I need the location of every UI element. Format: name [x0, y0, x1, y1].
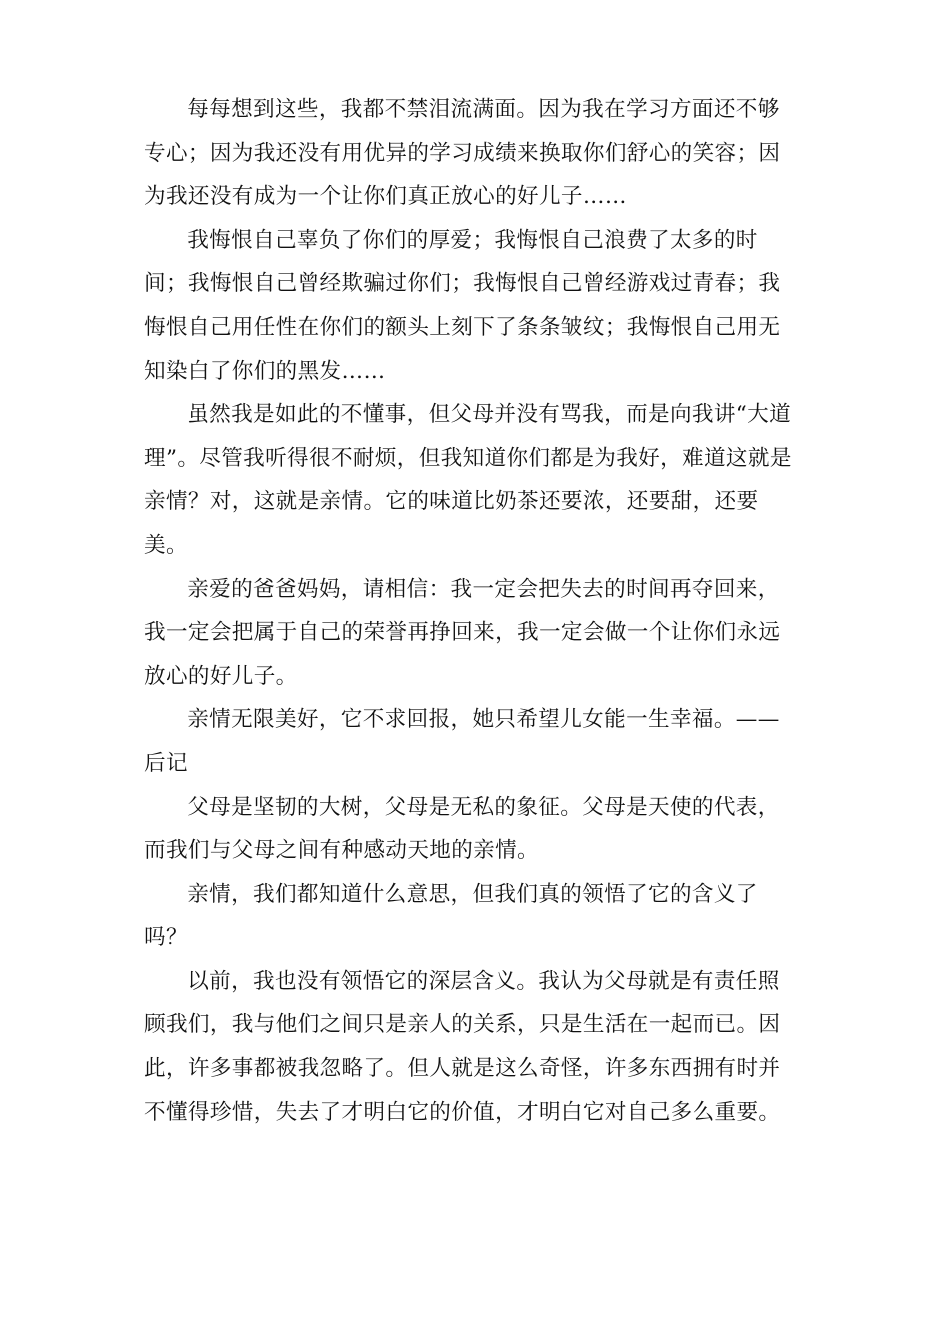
- document-body: [144, 88, 796, 1134]
- paragraph-8: 以前，我也没有领悟它的深层含义。我认为父母就是有责任照顾我们，我与他们之间只是亲人的关系，只是生活在一起而已。因此，许多事都被我忽略了。但人就是这么奇怪，许多东西拥有时并不懂得珍惜，失去了才明白它的价值，才明白它对自己多么重要。: [144, 968, 781, 1125]
- paragraph-7: 亲情，我们都知道什么意思，但我们真的领悟了它的含义了吗？: [144, 881, 758, 951]
- paragraph-3: 虽然我是如此的不懂事，但父母并没有骂我，而是向我讲“大道理”。尽管我听得很不耐烦，但我知道你们都是为我好，难道这就是亲情？对，这就是亲情。它的味道比奶茶还要浓，还要甜，还要美。: [144, 402, 792, 558]
- paragraph-4: 亲爱的爸爸妈妈，请相信：我一定会把失去的时间再夺回来，我一定会把属于自己的荣誉再挣回来，我一定会做一个让你们永远放心的好儿子。: [144, 576, 781, 689]
- paragraph-1: 每每想到这些，我都不禁泪流满面。因为我在学习方面还不够专心；因为我还没有用优异的学习成绩来换取你们舒心的笑容；因为我还没有成为一个让你们真正放心的好儿子……: [144, 97, 781, 210]
- paragraph-6: 父母是坚韧的大树，父母是无私的象征。父母是天使的代表，而我们与父母之间有种感动天地的亲情。: [144, 794, 780, 864]
- paragraph-2: 我悔恨自己辜负了你们的厚爱；我悔恨自己浪费了太多的时间；我悔恨自己曾经欺骗过你们；我悔恨自己曾经游戏过青春；我悔恨自己用任性在你们的额头上刻下了条条皱纹；我悔恨自己用无知染白了你们的黑发……: [144, 227, 781, 384]
- paragraph-5: 亲情无限美好，它不求回报，她只希望儿女能一生幸福。——后记: [144, 707, 780, 776]
